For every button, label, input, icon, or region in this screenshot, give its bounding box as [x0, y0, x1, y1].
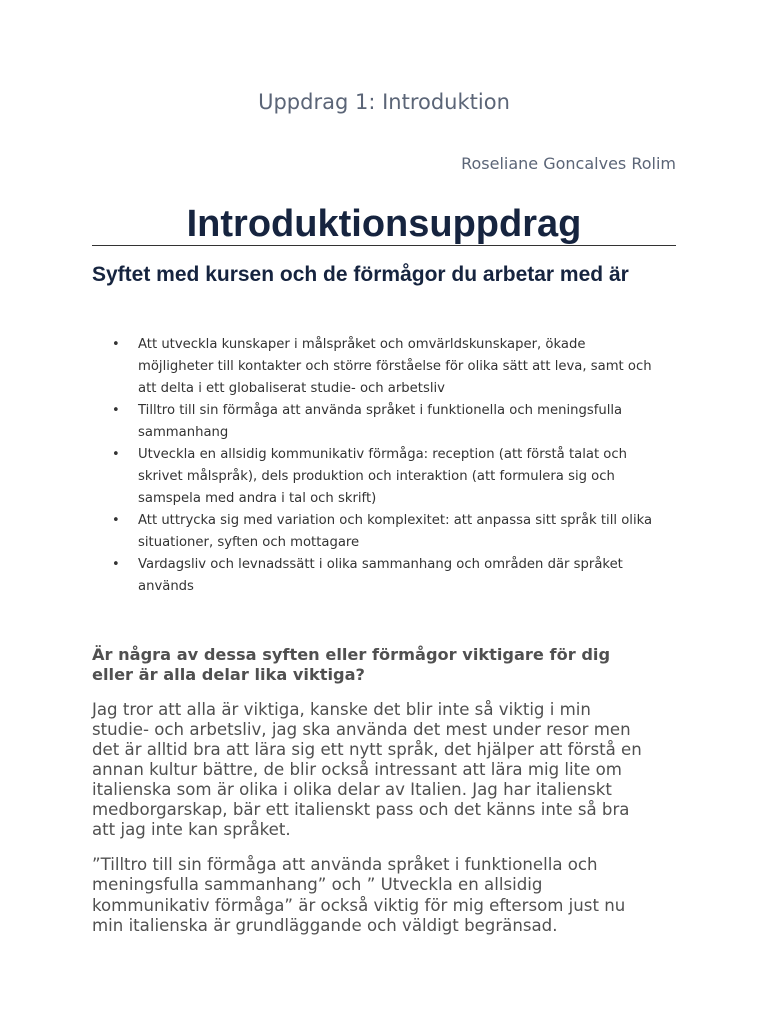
title-underline-rule [92, 245, 676, 246]
answer-line: studie- och arbetsliv, jag ska använda det mest under resor men [92, 720, 631, 739]
header-title: Uppdrag 1: Introduktion [258, 90, 510, 114]
bullet-item [92, 334, 676, 400]
bullet-dot-icon: • [112, 447, 120, 462]
answer-line: medborgarskap, bär ett italienskt pass och det känns inte så bra [92, 800, 630, 819]
bullet-line: Vardagsliv och levnadssätt i olika sammanhang och områden där språket [138, 557, 623, 572]
bullet-line: att delta i ett globaliserat studie- och arbetsliv [138, 381, 445, 396]
section-heading: Syftet med kursen och de förmågor du arbetar med är [92, 263, 629, 286]
question-heading [92, 645, 676, 685]
answer-line: meningsfulla sammanhang” och ” Utveckla en allsidig [92, 875, 543, 895]
bullet-line: Tilltro till sin förmåga att använda språket i funktionella och meningsfulla [138, 403, 623, 418]
question-line: Är några av dessa syften eller förmågor viktigare för dig [92, 645, 611, 664]
bullet-item [92, 444, 676, 510]
answer-line: ”Tilltro till sin förmåga att använda språket i funktionella och [92, 855, 598, 874]
answer-paragraph-2 [92, 855, 676, 936]
bullet-line: skrivet målspråk), dels produktion och interaktion (att formulera sig och [138, 469, 615, 484]
document-title: Introduktionsuppdrag [186, 203, 582, 245]
bullet-line: Att uttrycka sig med variation och komplexitet: att anpassa sitt språk till olika [138, 513, 653, 528]
author-name: Roseliane Goncalves Rolim [461, 154, 676, 173]
answer-paragraph-1 [92, 700, 676, 840]
bullet-line: sammanhang [138, 425, 229, 440]
answer-line: annan kultur bättre, de blir också intressant att lära mig lite om [92, 760, 622, 779]
bullet-item [92, 510, 676, 554]
purpose-bullet-list [92, 334, 676, 598]
bullet-dot-icon: • [112, 557, 120, 572]
answer-line: kommunikativ förmåga” är också viktig för mig eftersom just nu [92, 895, 626, 915]
bullet-line: möjligheter till kontakter och större förståelse för olika sätt att leva, samt och [138, 359, 652, 374]
question-line: eller är alla delar lika viktiga? [92, 665, 365, 684]
bullet-line: situationer, syften och mottagare [138, 535, 360, 550]
answer-line: italienska som är olika i olika delar av Italien. Jag har italienskt [92, 780, 612, 799]
answer-line: det är alltid bra att lära sig ett nytt språk, det hjälper att förstå en [92, 740, 642, 759]
bullet-line: Att utveckla kunskaper i målspråket och omvärldskunskaper, ökade [138, 337, 586, 352]
answer-line: min italienska är grundläggande och väldigt begränsad. [92, 915, 558, 935]
bullet-dot-icon: • [112, 403, 120, 418]
bullet-line: samspela med andra i tal och skrift) [138, 491, 377, 506]
bullet-line: används [138, 579, 194, 594]
bullet-item [92, 554, 676, 598]
bullet-line: Utveckla en allsidig kommunikativ förmåga: reception (att förstå talat och [138, 447, 627, 462]
bullet-dot-icon: • [112, 337, 120, 352]
answer-line: att jag inte kan språket. [92, 820, 291, 839]
bullet-dot-icon: • [112, 513, 120, 528]
answer-line: Jag tror att alla är viktiga, kanske det blir inte så viktig i min [92, 700, 591, 719]
bullet-item [92, 400, 676, 444]
